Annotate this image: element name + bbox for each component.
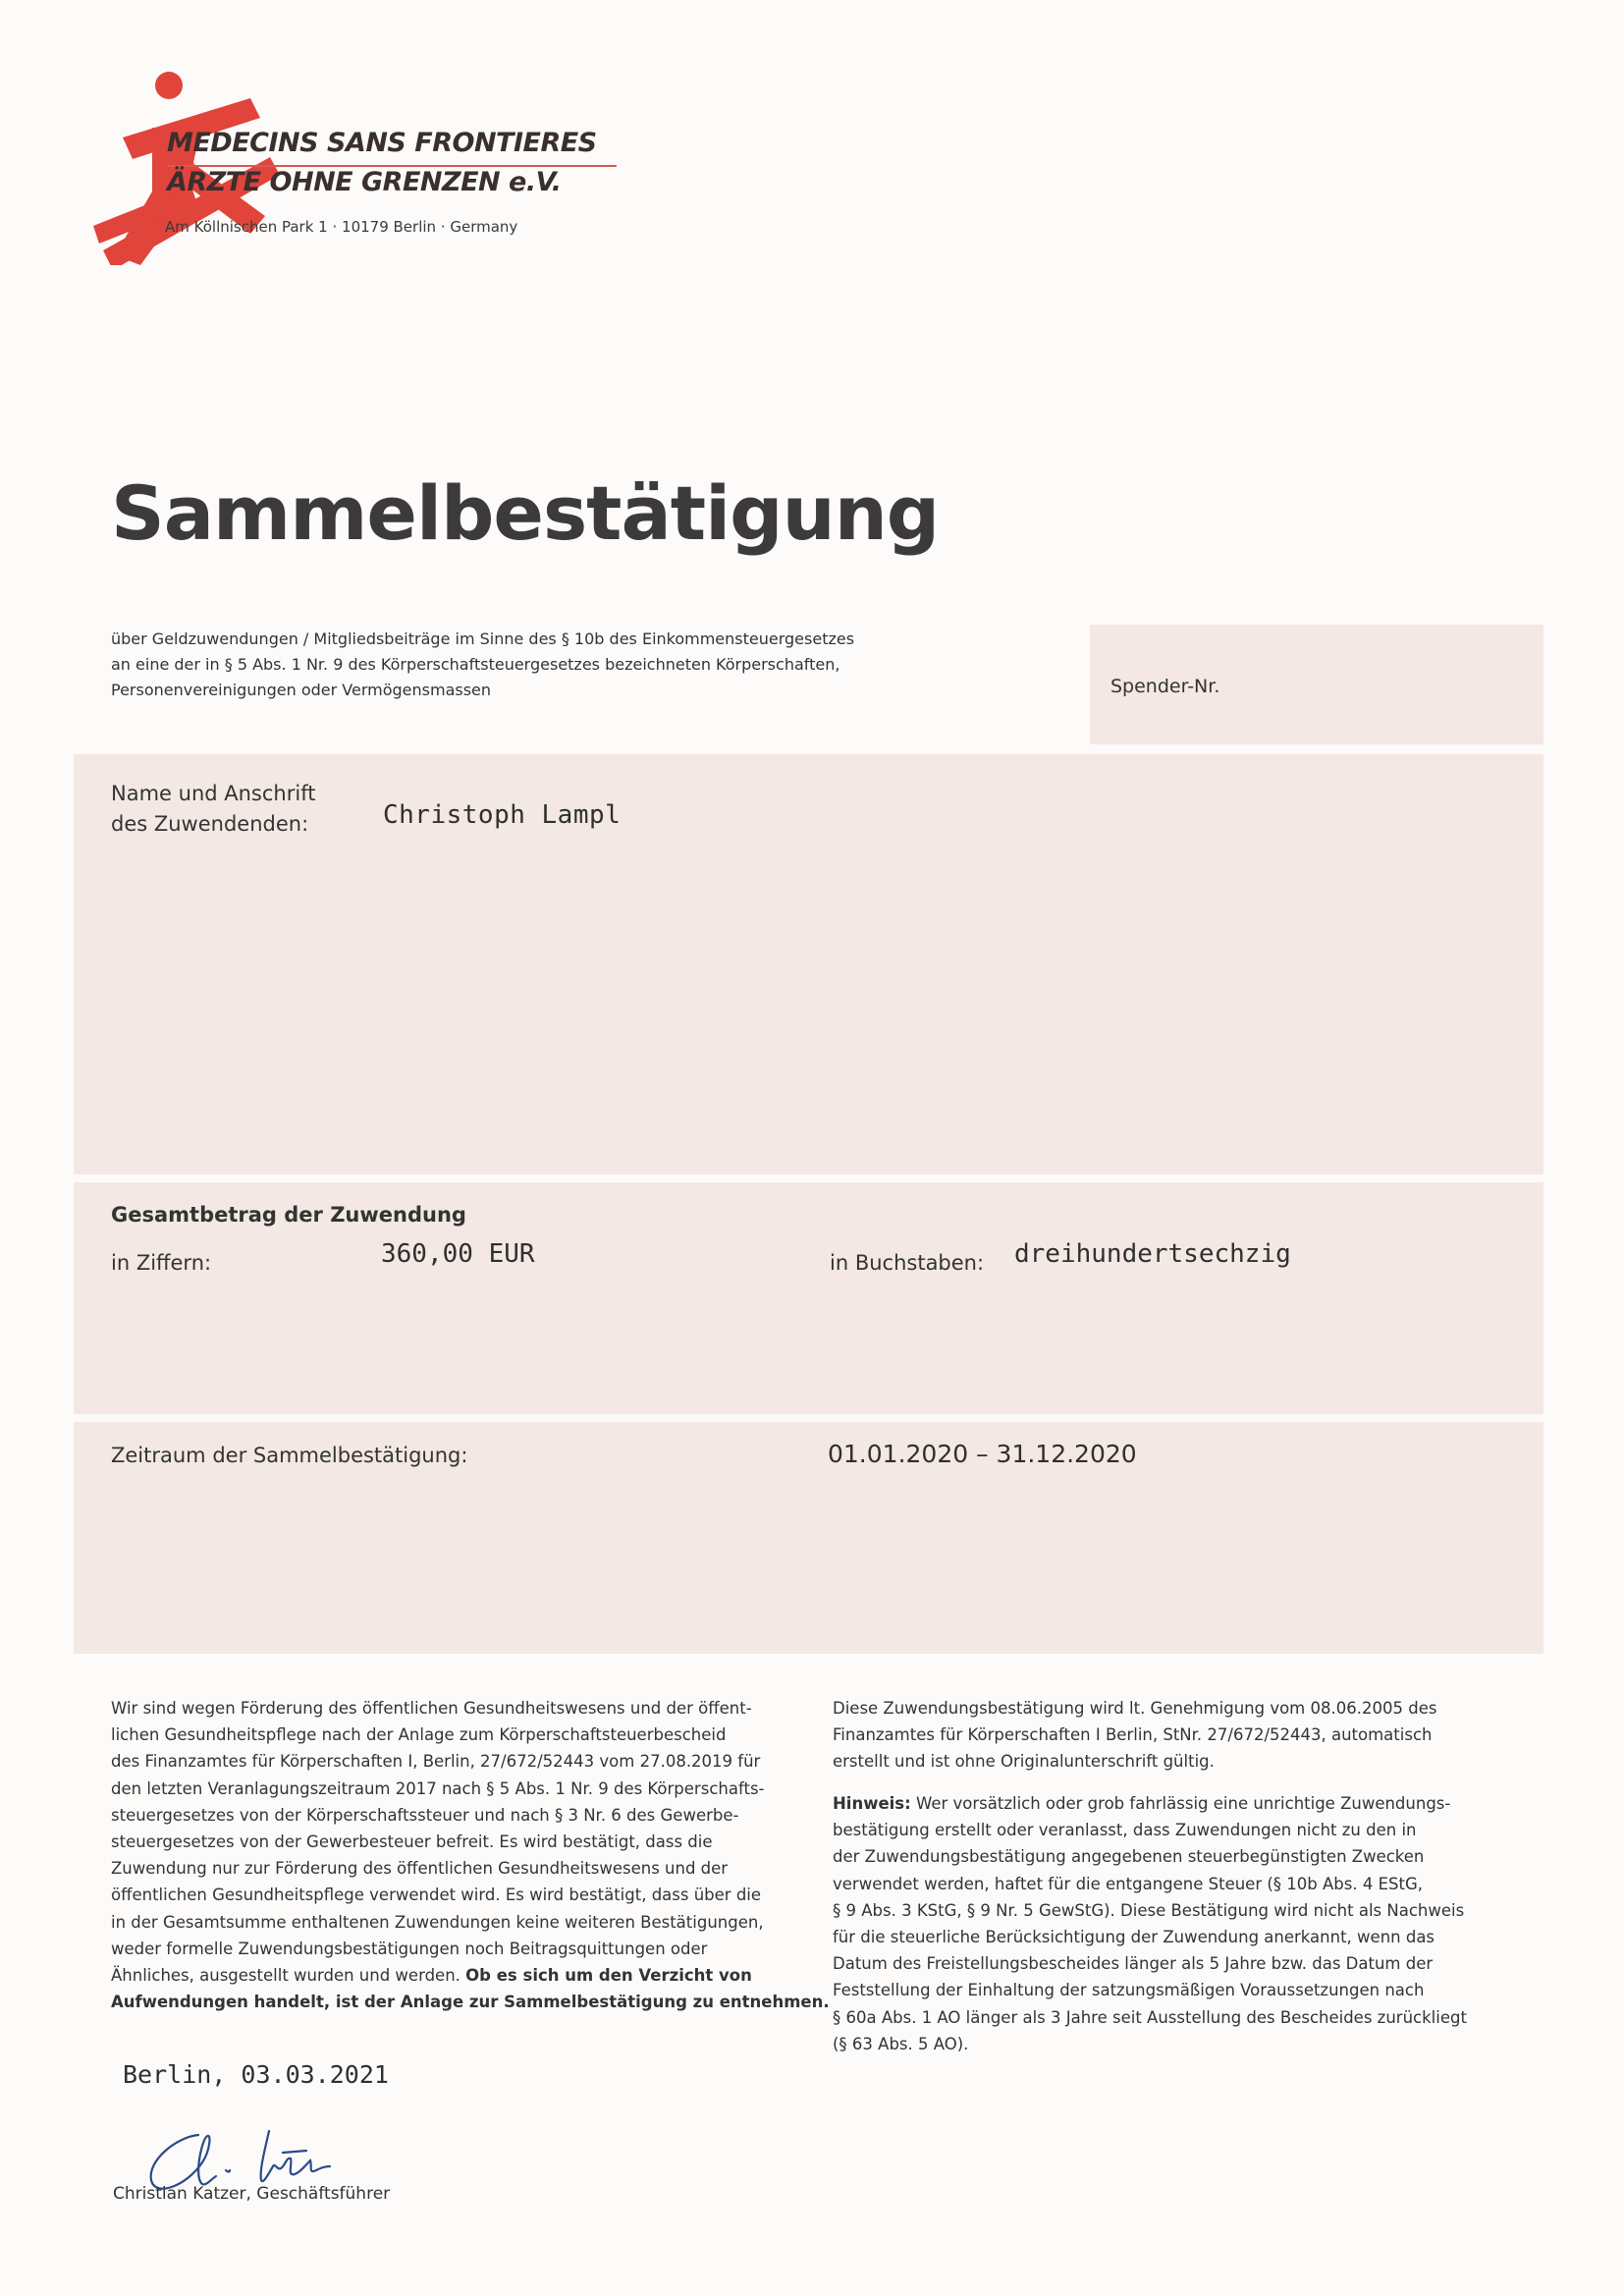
text-segment: Ähnliches, ausgestellt wurden und werden. [111,1966,460,1986]
text-line: weder formelle Zuwendungsbestätigungen noch Beitragsquittungen oder [111,1939,708,1958]
text-line: erstellt und ist ohne Originalunterschrift gültig. [833,1752,1215,1772]
amount-words-value: dreihundertsechzig [1014,1239,1291,1269]
bold-text: Aufwendungen handelt, ist der Anlage zur Sammelbestätigung zu entnehmen. [111,1993,830,2012]
text-line: des Finanzamtes für Körperschaften I, Berlin, 27/672/52443 vom 27.08.2019 für [111,1752,761,1772]
notice-label: Hinweis: [833,1794,911,1813]
text-line: steuergesetzes von der Körperschaftssteuer und nach § 3 Nr. 6 des Gewerbe- [111,1805,739,1825]
text-line: für die steuerliche Berücksichtigung der Zuwendung anerkannt, wenn das [833,1928,1435,1947]
text-line: (§ 63 Abs. 5 AO). [833,2034,969,2053]
organization-address: Am Köllnischen Park 1 · 10179 Berlin · Germany [165,218,518,236]
logo-line-2: ÄRZTE OHNE GRENZEN e.V. [167,167,562,197]
logo-line-1: MEDECINS SANS FRONTIERES [167,128,597,158]
text-line [833,1790,1520,1817]
automatic-issuance-note [833,1695,1520,1776]
amount-digits-label: in Ziffern: [111,1251,212,1275]
text-line: den letzten Veranlagungszeitraum 2017 nach § 5 Abs. 1 Nr. 9 des Körperschafts- [111,1778,765,1798]
text-line: Datum des Freistellungsbescheides länger als 5 Jahre bzw. das Datum der [833,1954,1434,1974]
text-line: Finanzamtes für Körperschaften I Berlin, StNr. 27/672/52443, automatisch [833,1725,1433,1745]
document-title: Sammelbestätigung [111,469,940,557]
subtitle-line: an eine der in § 5 Abs. 1 Nr. 9 des Körperschaftsteuergesetzes bezeichneten Körperschaften, [111,655,840,674]
text-line: § 9 Abs. 3 KStG, § 9 Nr. 5 GewStG). Diese Bestätigung wird nicht als Nachweis [833,1900,1465,1920]
amount-digits-value: 360,00 EUR [381,1239,535,1269]
text-line: Diese Zuwendungsbestätigung wird lt. Genehmigung vom 08.06.2005 des [833,1699,1437,1718]
amount-heading: Gesamtbetrag der Zuwendung [111,1203,466,1227]
msf-logo [93,69,712,334]
text-line: Wir sind wegen Förderung des öffentlichen Gesundheitswesens und der öffent- [111,1699,752,1718]
text-line [111,1989,830,2015]
exemption-statement [111,1695,830,2015]
donor-number-label: Spender-Nr. [1110,676,1220,697]
text-line: steuergesetzes von der Gewerbesteuer befreit. Es wird bestätigt, dass die [111,1832,713,1852]
text-line: der Zuwendungsbestätigung angegebenen steuerbegünstigten Zwecken [833,1847,1425,1867]
bold-text: Ob es sich um den Verzicht von [465,1966,752,1986]
subtitle-line: über Geldzuwendungen / Mitgliedsbeiträge im Sinne des § 10b des Einkommensteuergesetzes [111,629,855,648]
donor-address-label [111,779,315,840]
text-line: lichen Gesundheitspflege nach der Anlage zum Körperschaftsteuerbescheid [111,1725,727,1745]
liability-notice [833,1790,1520,2057]
text-line: Feststellung der Einhaltung der satzungsmäßigen Voraussetzungen nach [833,1981,1425,2000]
amount-words-label: in Buchstaben: [830,1251,985,1275]
text-line: öffentlichen Gesundheitspflege verwendet wird. Es wird bestätigt, dass über die [111,1886,762,1905]
signer-name: Christian Katzer, Geschäftsführer [113,2184,391,2204]
subtitle-line: Personenvereinigungen oder Vermögensmassen [111,681,492,699]
text-line: in der Gesamtsumme enthaltenen Zuwendungen keine weiteren Bestätigungen, [111,1912,764,1932]
text-line: verwendet werden, haftet für die entgangene Steuer (§ 10b Abs. 4 EStG, [833,1874,1423,1893]
period-value: 01.01.2020 – 31.12.2020 [828,1440,1137,1468]
text-line: bestätigung erstellt oder veranlasst, dass Zuwendungen nicht zu den in [833,1821,1417,1840]
text-line: § 60a Abs. 1 AO länger als 3 Jahre seit Ausstellung des Bescheides zurückliegt [833,2007,1467,2027]
place-and-date: Berlin, 03.03.2021 [123,2060,389,2089]
label-line: des Zuwendenden: [111,812,309,836]
document-subtitle [111,627,965,703]
donor-name: Christoph Lampl [383,800,622,830]
text-line: Zuwendung nur zur Förderung des öffentlichen Gesundheitswesens und der [111,1859,729,1879]
text-line [111,1962,798,1989]
text-segment: Wer vorsätzlich oder grob fahrlässig eine unrichtige Zuwendungs- [915,1794,1451,1813]
period-label: Zeitraum der Sammelbestätigung: [111,1444,468,1467]
label-line: Name und Anschrift [111,782,316,805]
